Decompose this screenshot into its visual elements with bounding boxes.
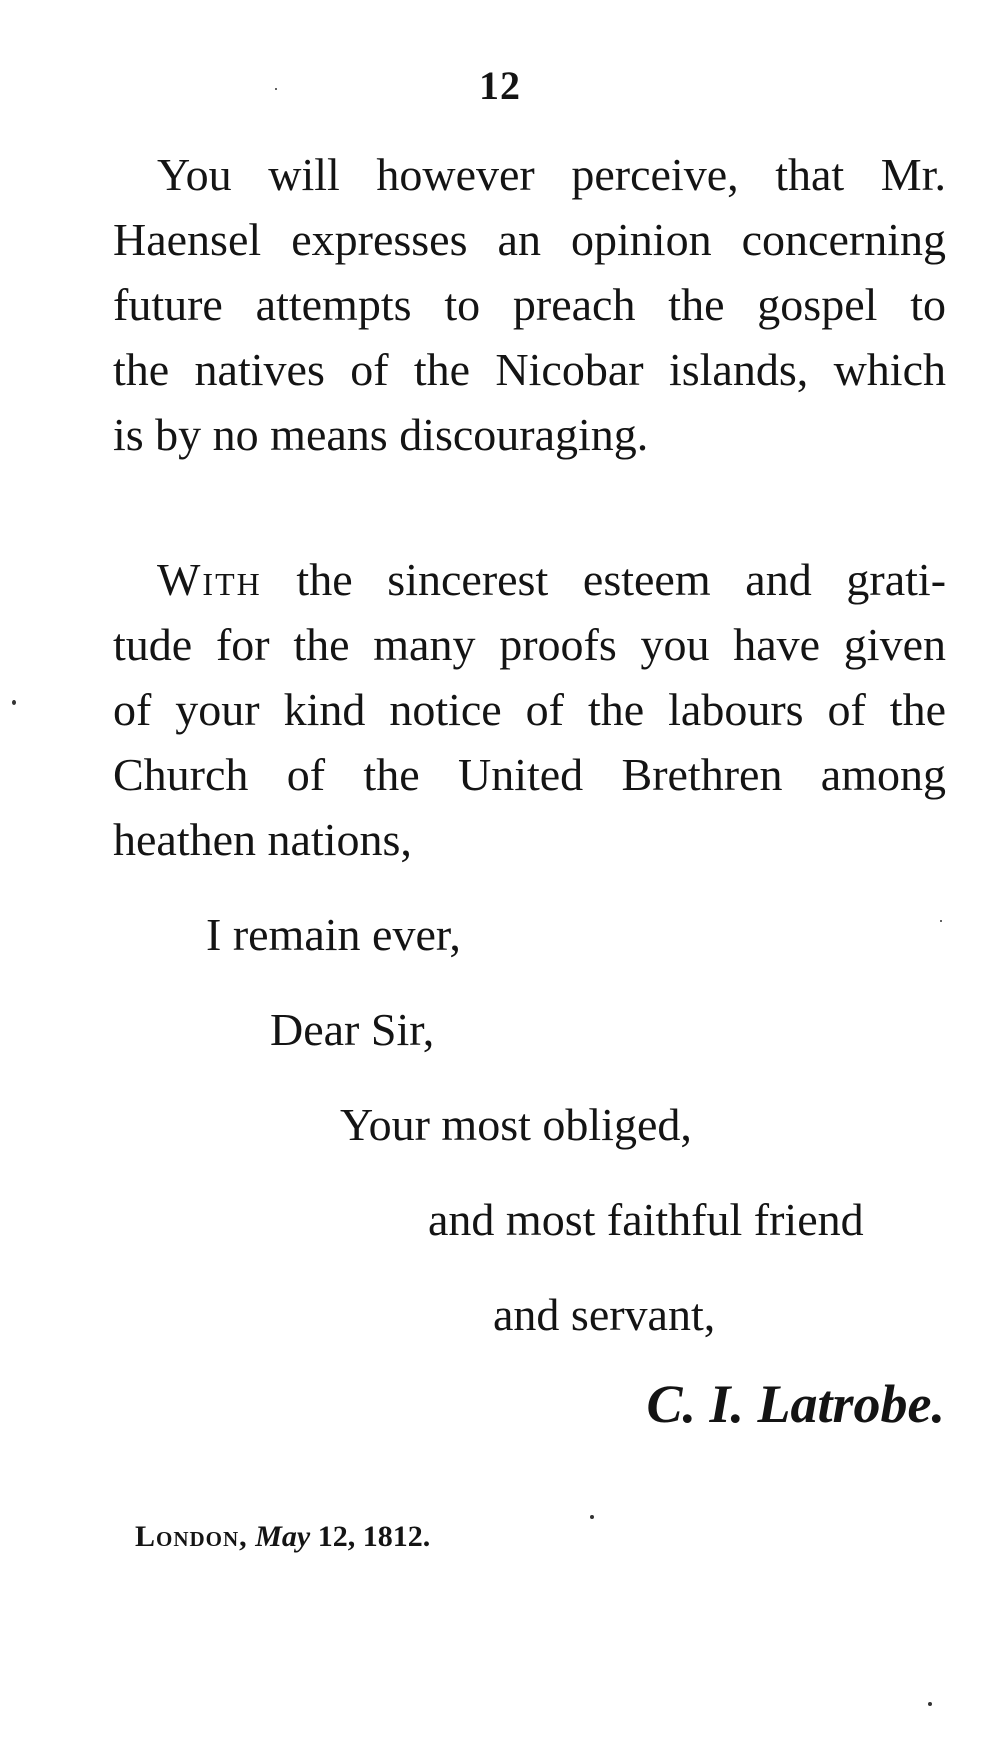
closing-line: and servant, — [493, 1289, 716, 1340]
paragraph-1-line: the natives of the Nicobar islands, which — [113, 344, 946, 395]
paragraph-2-lead-word: With — [157, 554, 262, 605]
dateline-day-year: 12, 1812. — [317, 1520, 431, 1553]
paragraph-2-line: of your kind notice of the labours of the — [113, 684, 946, 735]
paragraph-1 — [113, 142, 946, 467]
closing-line: Your most obliged, — [340, 1099, 692, 1150]
closing-line: I remain ever, — [206, 909, 461, 960]
dateline — [135, 1520, 430, 1554]
paragraph-1-line: Haensel expresses an opinion concerning — [113, 214, 946, 265]
closing-line: and most faithful friend — [428, 1194, 864, 1245]
page-number: 12 — [479, 63, 521, 108]
paragraph-2-line: heathen nations, — [113, 814, 412, 865]
scan-speck — [275, 88, 277, 90]
paragraph-2 — [113, 547, 946, 872]
dateline-month: May — [255, 1520, 311, 1553]
scan-speck — [590, 1515, 594, 1519]
paragraph-1-line: future attempts to preach the gospel to — [113, 279, 946, 330]
scan-speck — [928, 1702, 932, 1706]
scan-speck — [940, 920, 942, 922]
closing-line: Dear Sir, — [270, 1004, 435, 1055]
signature: C. I. Latrobe. — [646, 1374, 945, 1434]
paragraph-2-line: the sincerest esteem and grati- — [296, 554, 947, 605]
paragraph-1-line: You will however perceive, that Mr. — [157, 149, 946, 200]
paragraph-2-line: Church of the United Brethren among — [113, 749, 946, 800]
paragraph-1-line: is by no means discouraging. — [113, 409, 649, 460]
paragraph-2-line: tude for the many proofs you have given — [113, 619, 946, 670]
paragraph-2-first-line — [113, 547, 946, 612]
dateline-place: London, — [135, 1520, 248, 1553]
scan-speck — [12, 700, 16, 705]
